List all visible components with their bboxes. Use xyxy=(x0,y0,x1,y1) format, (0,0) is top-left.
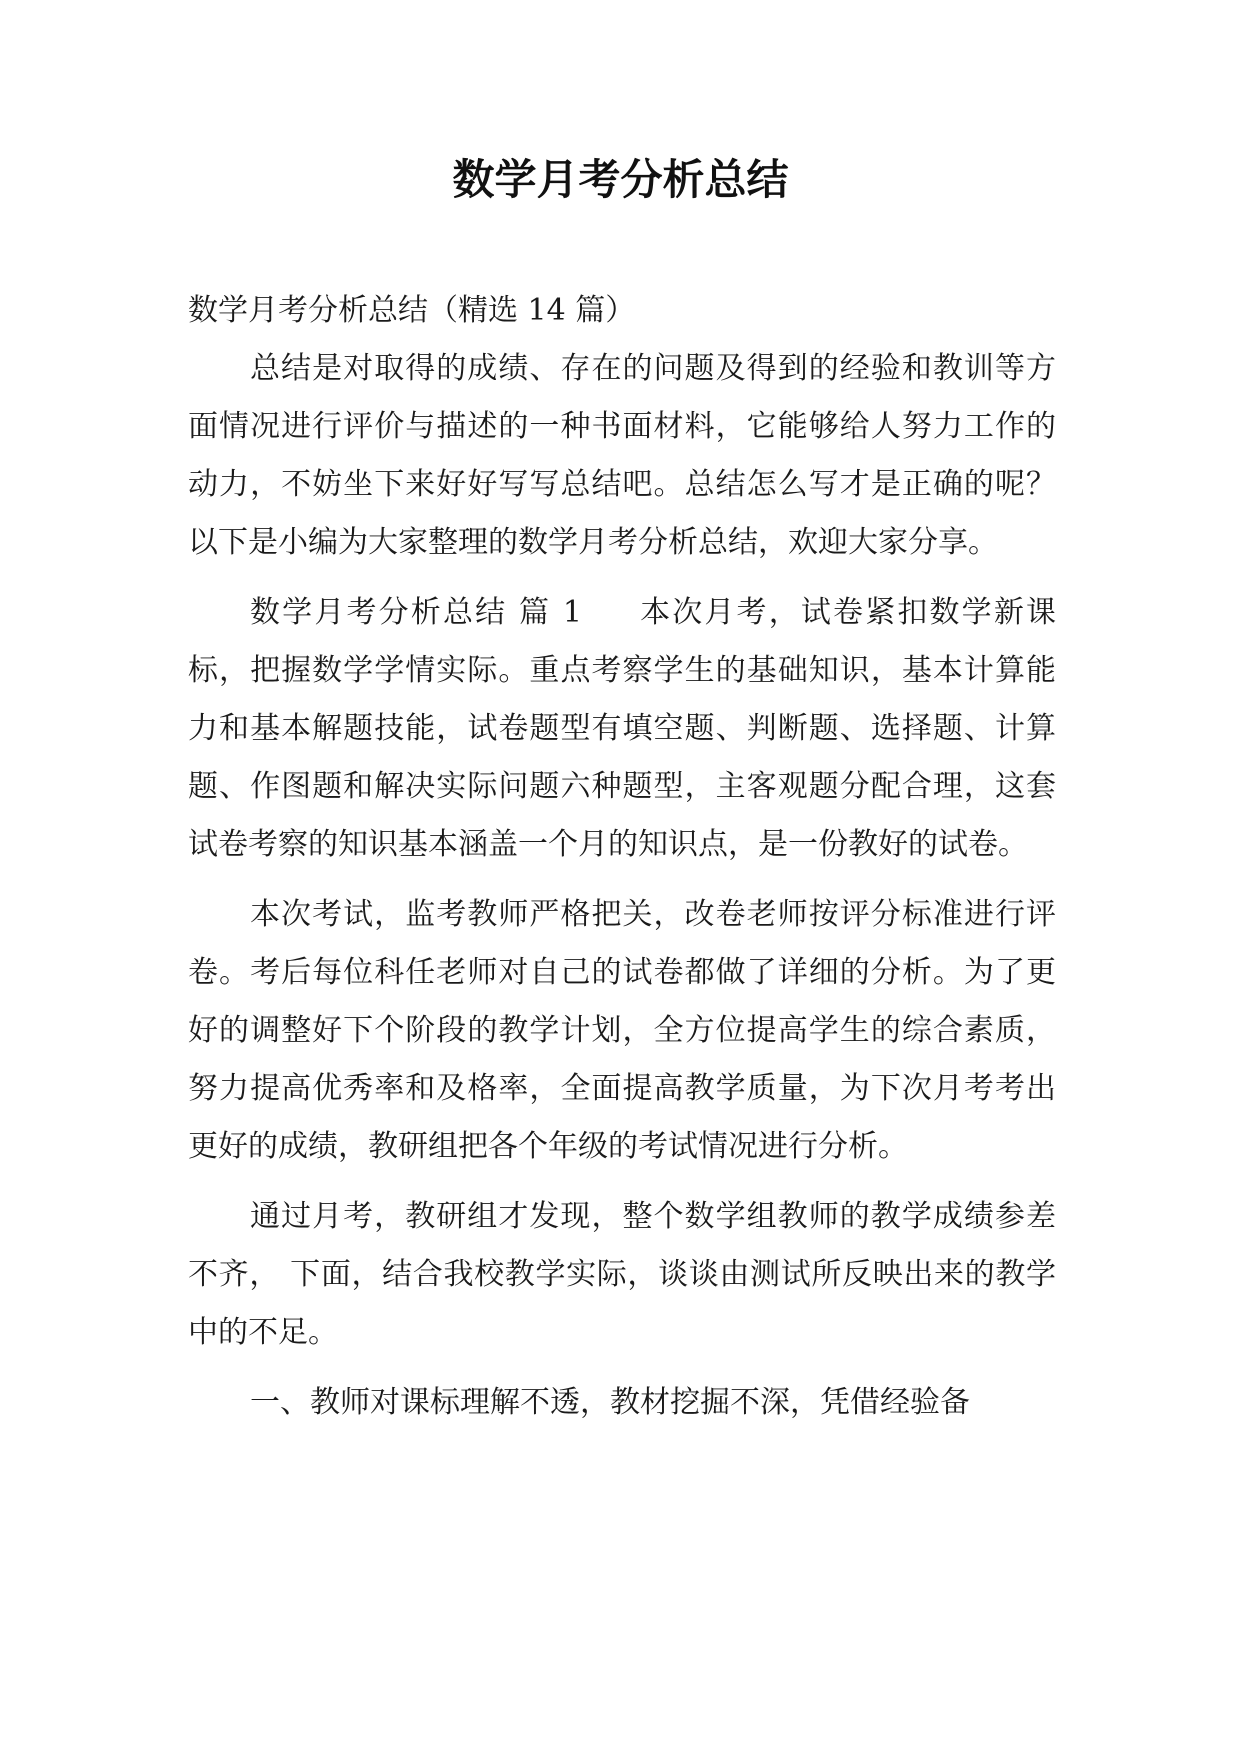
intro-paragraph: 总结是对取得的成绩、存在的问题及得到的经验和教训等方面情况进行评价与描述的一种书面材料，它能够给人努力工作的动力，不妨坐下来好好写写总结吧。总结怎么写才是正确的呢？以下是小编为大家整理的数学月考分析总结，欢迎大家分享。 xyxy=(188,351,1056,560)
article1-paragraph-1: 本次月考，试卷紧扣数学新课标，把握数学学情实际。重点考察学生的基础知识，基本计算能力和基本解题技能，试卷题型有填空题、判断题、选择题、计算题、作图题和解决实际问题六种题型，主客观题分配合理，这套试卷考察的知识基本涵盖一个月的知识点，是一份教好的试卷。 xyxy=(188,595,1056,862)
article1-first-paragraph xyxy=(188,584,1056,874)
document-subtitle: 数学月考分析总结（精选 14 篇） xyxy=(188,293,636,328)
article1-paragraph-3: 通过月考，教研组才发现，整个数学组教师的教学成绩参差不齐， 下面，结合我校教学实际，谈谈由测试所反映出来的教学中的不足。 xyxy=(188,1199,1056,1350)
article1-heading: 数学月考分析总结 篇 1 xyxy=(250,595,582,630)
article1-paragraph-2: 本次考试，监考教师严格把关，改卷老师按评分标准进行评卷。考后每位科任老师对自己的试卷都做了详细的分析。为了更好的调整好下个阶段的教学计划，全方位提高学生的综合素质，努力提高优秀率和及格率，全面提高教学质量，为下次月考考出更好的成绩，教研组把各个年级的考试情况进行分析。 xyxy=(188,897,1056,1164)
document-body xyxy=(188,282,1056,1432)
article1-paragraph-4: 一、教师对课标理解不透，教材挖掘不深，凭借经验备 xyxy=(250,1385,970,1420)
document-title: 数学月考分析总结 xyxy=(452,155,789,204)
